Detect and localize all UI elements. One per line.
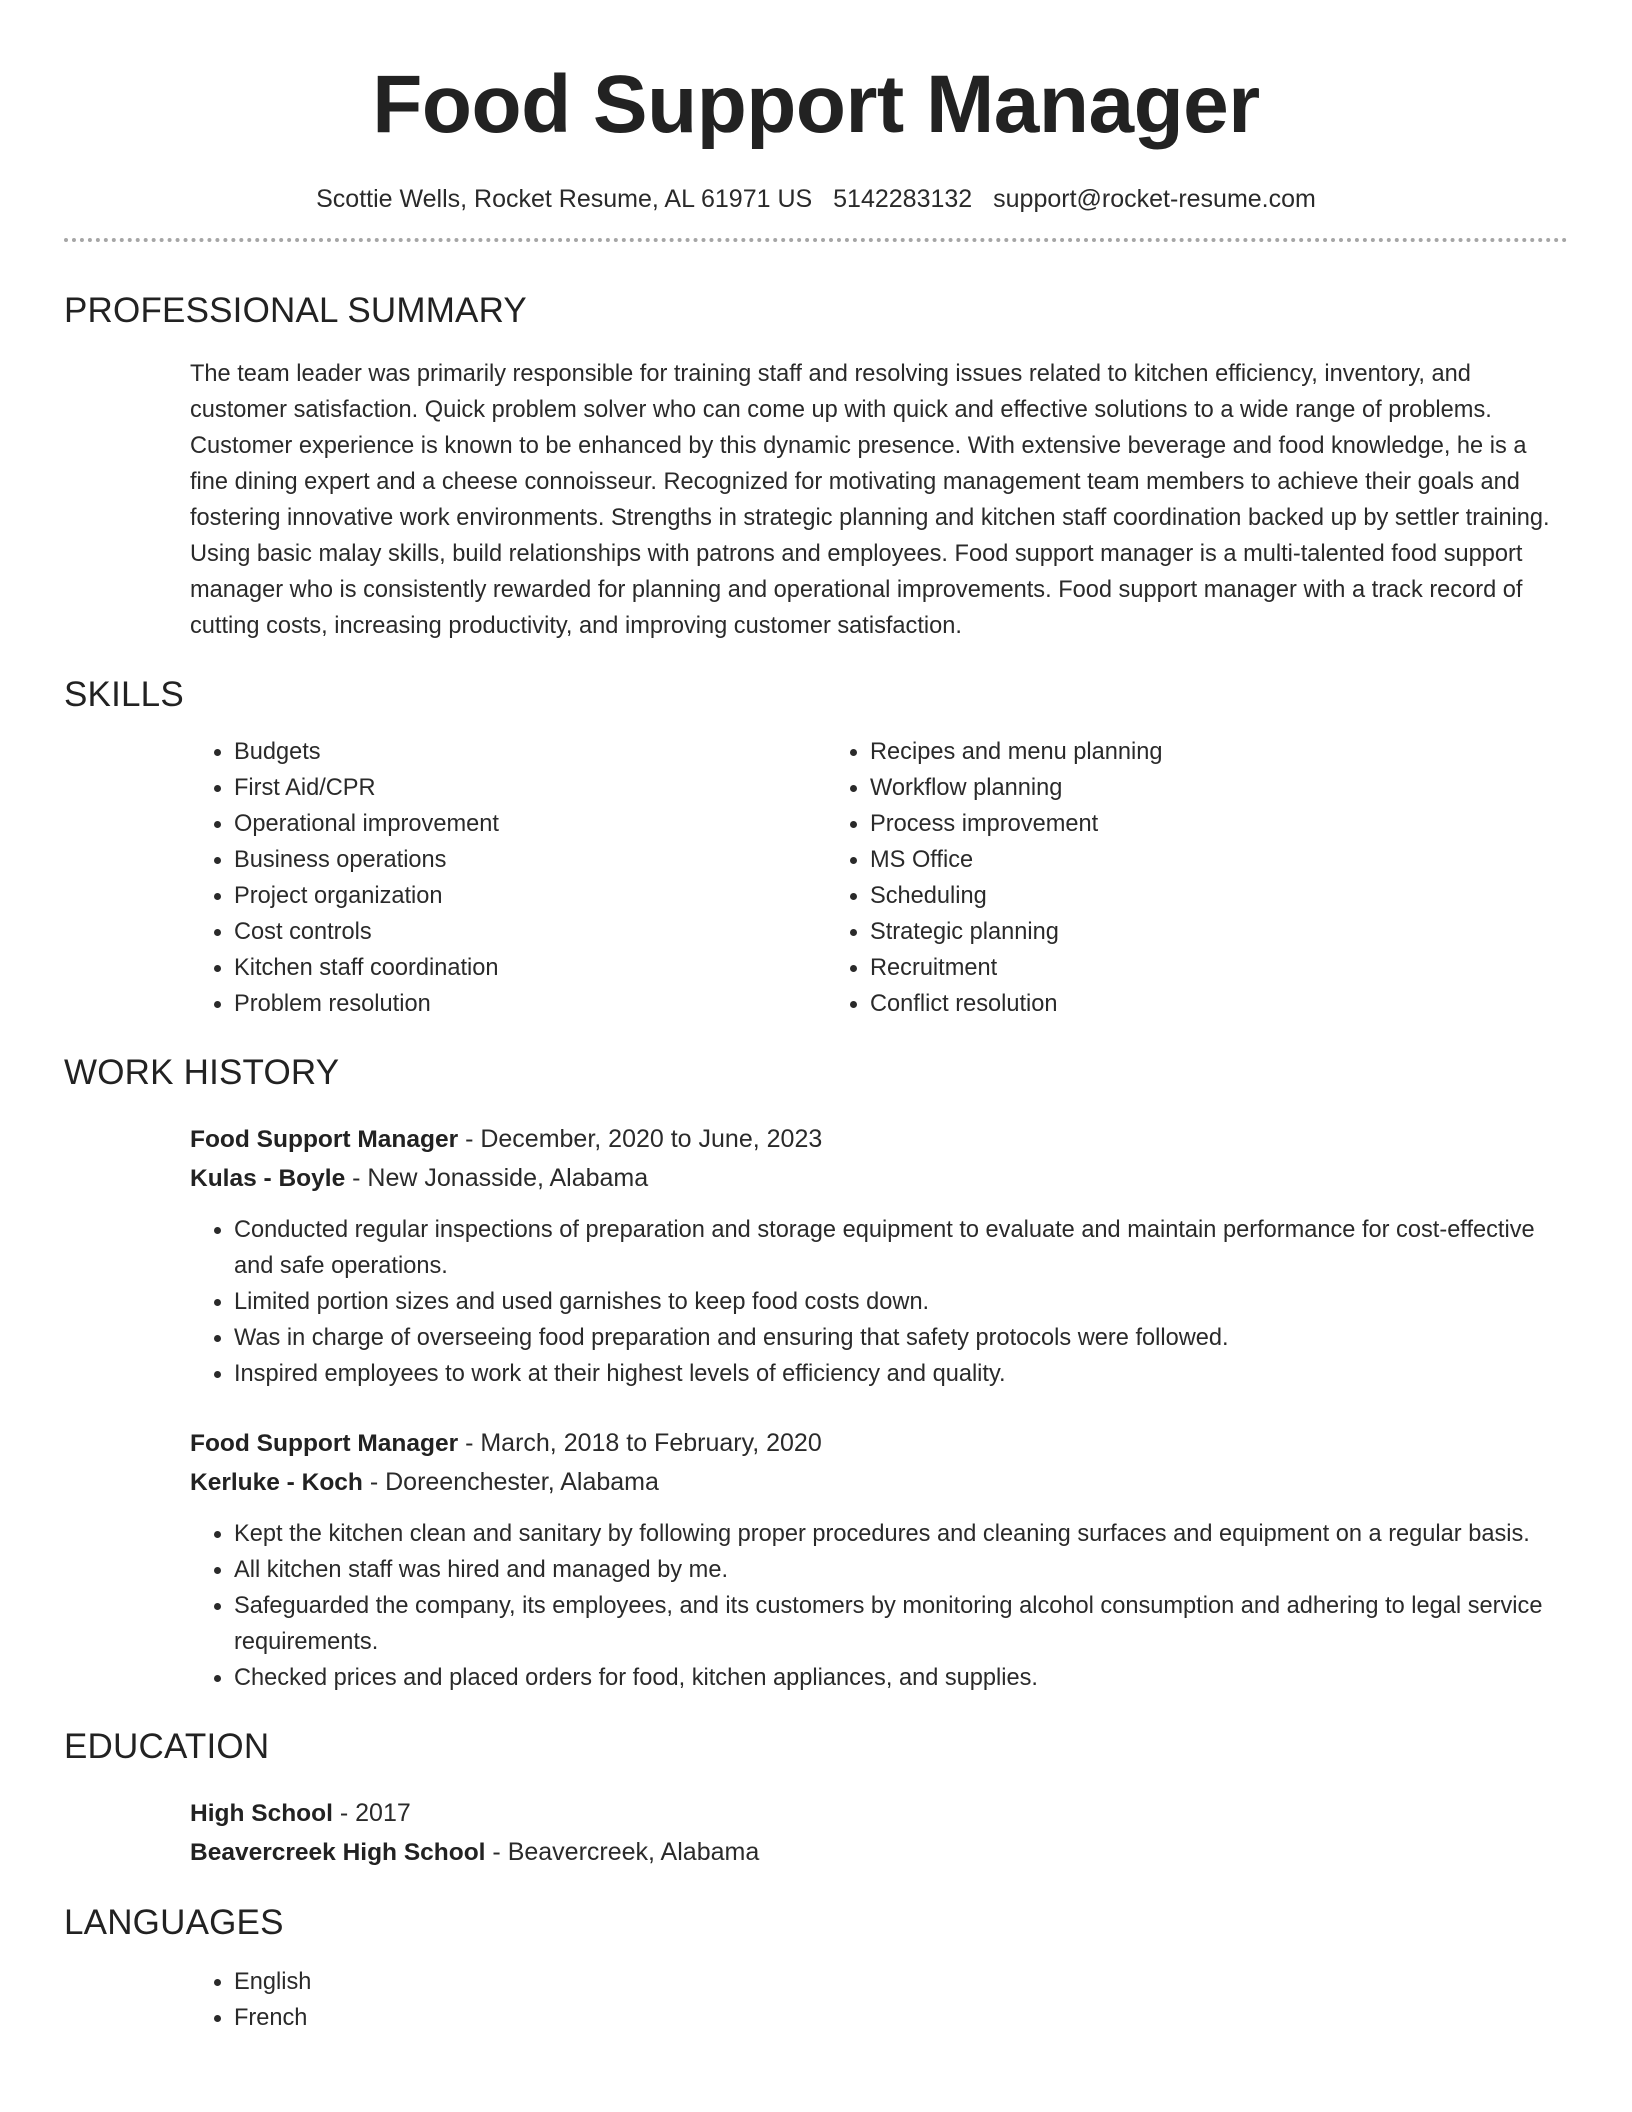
skill-item: • Problem resolution <box>234 986 826 1022</box>
job-location: - New Jonasside, Alabama <box>345 1164 649 1192</box>
skill-item: • Scheduling <box>870 878 1462 914</box>
job-duty: • Safeguarded the company, its employees, and its customers by monitoring alcohol consumption and adhering to legal service requirements. <box>234 1588 1568 1660</box>
resume-name: Food Support Manager <box>372 59 1260 150</box>
languages-title: LANGUAGES <box>64 1903 284 1942</box>
education-school-line <box>190 1833 1568 1872</box>
job-role-line <box>190 1424 1568 1463</box>
skill-item: • Recruitment <box>870 950 1462 986</box>
job-duty: • Checked prices and placed orders for food, kitchen appliances, and supplies. <box>234 1660 1568 1696</box>
education-degree-line <box>190 1794 1568 1833</box>
job-entry <box>190 1424 1568 1696</box>
skill-item: • Conflict resolution <box>870 986 1462 1022</box>
skill-item: • Process improvement <box>870 806 1462 842</box>
language-item: • French <box>234 2000 1568 2036</box>
education-school: Beavercreek High School <box>190 1839 486 1866</box>
job-role: Food Support Manager <box>190 1430 459 1457</box>
contact-address: Scottie Wells, Rocket Resume, AL 61971 US <box>316 185 813 213</box>
language-item: • English <box>234 1964 1568 2000</box>
job-duty: • Kept the kitchen clean and sanitary by following proper procedures and cleaning surfaces and equipment on a regular basis. <box>234 1516 1568 1552</box>
summary-title: PROFESSIONAL SUMMARY <box>64 291 527 330</box>
job-duty: • All kitchen staff was hired and managed by me. <box>234 1552 1568 1588</box>
skill-item: • Cost controls <box>234 914 826 950</box>
skills-title: SKILLS <box>64 675 184 714</box>
skill-item: • Project organization <box>234 878 826 914</box>
job-company: Kulas - Boyle <box>190 1165 346 1192</box>
skill-item: • Strategic planning <box>870 914 1462 950</box>
job-dates: - December, 2020 to June, 2023 <box>458 1125 823 1153</box>
languages-section <box>64 1902 1568 2036</box>
job-duties-list <box>190 1516 1568 1696</box>
education-location: - Beavercreek, Alabama <box>485 1838 760 1866</box>
skill-item: • MS Office <box>870 842 1462 878</box>
skills-list-right <box>826 734 1462 1022</box>
contact-line <box>64 184 1568 214</box>
skills-section <box>64 674 1568 1022</box>
job-location: - Doreenchester, Alabama <box>362 1468 659 1496</box>
education-title: EDUCATION <box>64 1727 270 1766</box>
skill-item: • Operational improvement <box>234 806 826 842</box>
job-entry <box>190 1120 1568 1392</box>
job-duty: • Conducted regular inspections of preparation and storage equipment to evaluate and maintain performance for cost-effective and safe operations. <box>234 1212 1568 1284</box>
languages-list <box>190 1964 1568 2036</box>
job-company-line <box>190 1463 1568 1502</box>
education-year: - 2017 <box>332 1799 411 1827</box>
job-dates: - March, 2018 to February, 2020 <box>458 1429 822 1457</box>
skill-item: • Kitchen staff coordination <box>234 950 826 986</box>
work-history-section <box>64 1052 1568 1696</box>
skill-item: • Business operations <box>234 842 826 878</box>
job-role: Food Support Manager <box>190 1126 459 1153</box>
skill-item: • Workflow planning <box>870 770 1462 806</box>
job-role-line <box>190 1120 1568 1159</box>
summary-text: The team leader was primarily responsible for training staff and resolving issues related to kitchen efficiency, inventory, and customer satisfaction. Quick problem solver who can come up with quick and effective solutions to a wide range of problems. Customer experience is known to be enhanced by this dynamic presence. With extensive beverage and food knowledge, he is a fine dining expert and a cheese connoisseur. Recognized for motivating management team members to achieve their goals and fostering innovative work environments. Strengths in strategic planning and kitchen staff coordination backed up by settler training. Using basic malay skills, build relationships with patrons and employees. Food support manager is a multi-talented food support manager who is consistently rewarded for planning and operational improvements. Food support manager with a track record of cutting costs, increasing productivity, and improving customer satisfaction. <box>190 361 1550 639</box>
skills-list-left <box>190 734 826 1022</box>
summary-section <box>64 290 1568 644</box>
job-duty: • Was in charge of overseeing food preparation and ensuring that safety protocols were followed. <box>234 1320 1568 1356</box>
job-duty: • Inspired employees to work at their highest levels of efficiency and quality. <box>234 1356 1568 1392</box>
job-company-line <box>190 1159 1568 1198</box>
contact-email[interactable]: support@rocket-resume.com <box>993 185 1316 213</box>
skill-item: • Recipes and menu planning <box>870 734 1462 770</box>
header-divider <box>64 238 1568 242</box>
skills-grid <box>190 734 1568 1022</box>
education-entry <box>190 1794 1568 1872</box>
skill-item: • Budgets <box>234 734 826 770</box>
education-section <box>64 1726 1568 1872</box>
skill-item: • First Aid/CPR <box>234 770 826 806</box>
education-degree: High School <box>190 1800 333 1827</box>
job-duty: • Limited portion sizes and used garnishes to keep food costs down. <box>234 1284 1568 1320</box>
contact-phone: 5142283132 <box>833 185 973 213</box>
job-duties-list <box>190 1212 1568 1392</box>
work-history-title: WORK HISTORY <box>64 1053 340 1092</box>
job-company: Kerluke - Koch <box>190 1469 363 1496</box>
